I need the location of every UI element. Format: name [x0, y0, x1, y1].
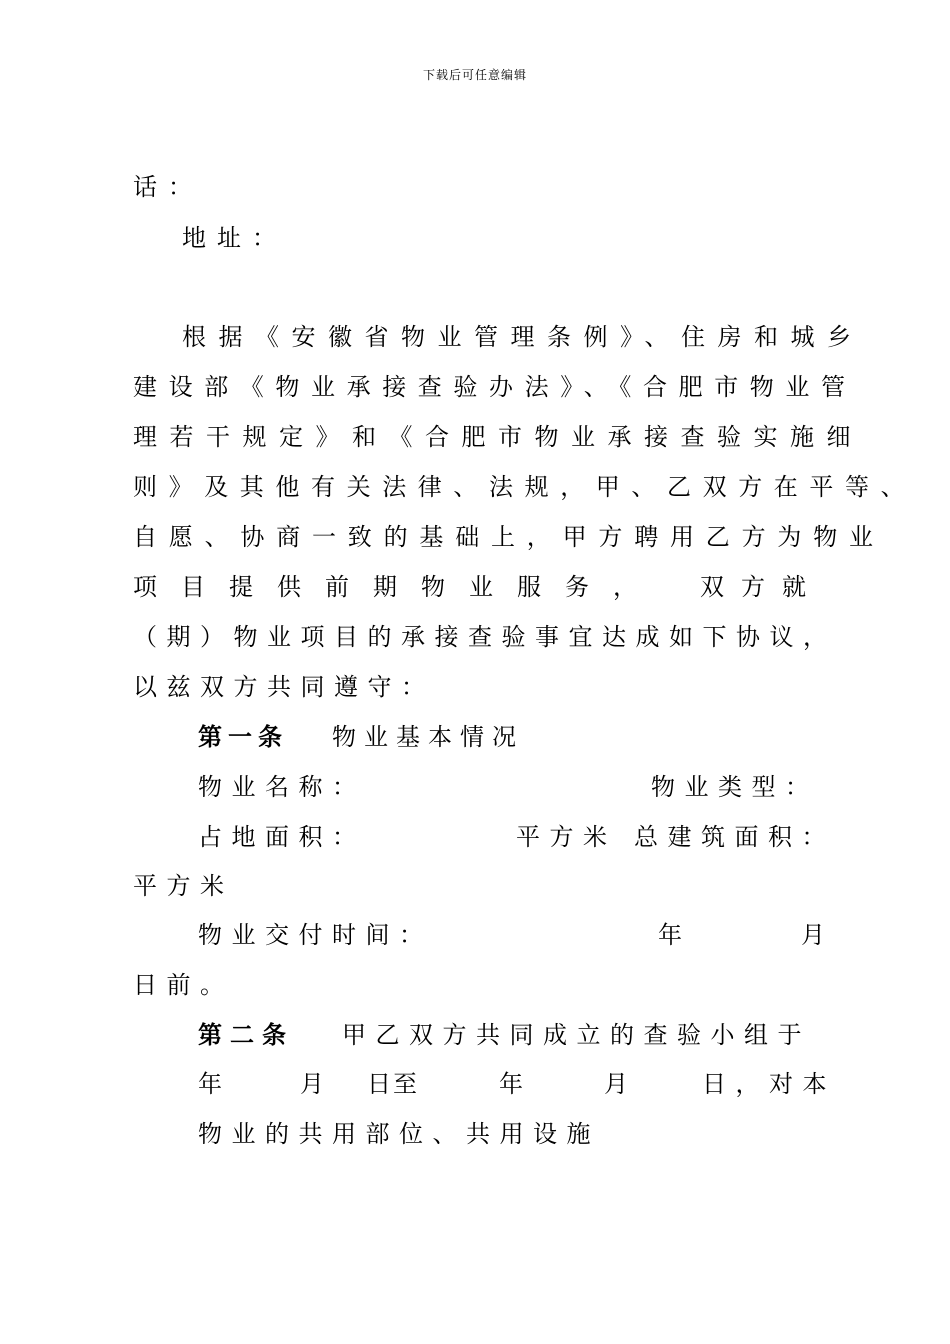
- article-text: 物业的共用部位、共用设施: [198, 1120, 600, 1148]
- field-label: 物业交付时间：: [198, 921, 433, 949]
- article-text: 日，对本: [702, 1070, 836, 1098]
- page-header: 下载后可任意编辑: [422, 68, 527, 82]
- date-unit: 年: [499, 1070, 534, 1098]
- article-title: 物业基本情况: [332, 723, 524, 751]
- text-line: 日前。: [133, 971, 234, 999]
- text-line: 话：: [133, 173, 203, 201]
- field-label: 物业名称：: [198, 773, 366, 801]
- field-label: 物业类型：: [651, 773, 819, 801]
- date-unit: 日至: [367, 1070, 419, 1098]
- paragraph-line: 理若干规定》和《合肥市物业承接查验实施细: [133, 423, 863, 451]
- article-text: 甲乙双方共同成立的查验小组于: [342, 1021, 811, 1049]
- article-heading: 第一条: [198, 722, 288, 751]
- paragraph-line: 项目提供前期物业服务，: [133, 573, 661, 601]
- date-unit: 月: [604, 1070, 639, 1098]
- article-heading: 第二条: [198, 1020, 294, 1049]
- paragraph-line: 以兹双方共同遵守：: [133, 673, 435, 701]
- paragraph-line: 根据《安徽省物业管理条例》、住房和城乡: [182, 323, 864, 351]
- paragraph-line: 双方就: [700, 573, 823, 601]
- unit-label: 平方米: [133, 872, 234, 900]
- date-unit: 月: [801, 921, 836, 949]
- paragraph-line: 则》及其他有关法律、法规，甲、乙双方在平等、: [133, 473, 917, 501]
- paragraph-line: 自愿、协商一致的基础上，甲方聘用乙方为物业: [133, 523, 885, 551]
- address-label: 地址：: [182, 224, 287, 252]
- field-label: 占地面积：: [198, 823, 366, 851]
- date-unit: 月: [300, 1070, 335, 1098]
- field-label: 总建筑面积：: [634, 823, 835, 851]
- paragraph-line: （期）物业项目的承接查验事宜达成如下协议，: [133, 623, 837, 651]
- paragraph-line: 建设部《物业承接查验办法》、《合肥市物业管: [133, 373, 857, 401]
- date-unit: 年: [658, 921, 693, 949]
- date-unit: 年: [198, 1070, 233, 1098]
- unit-label: 平方米: [516, 823, 617, 851]
